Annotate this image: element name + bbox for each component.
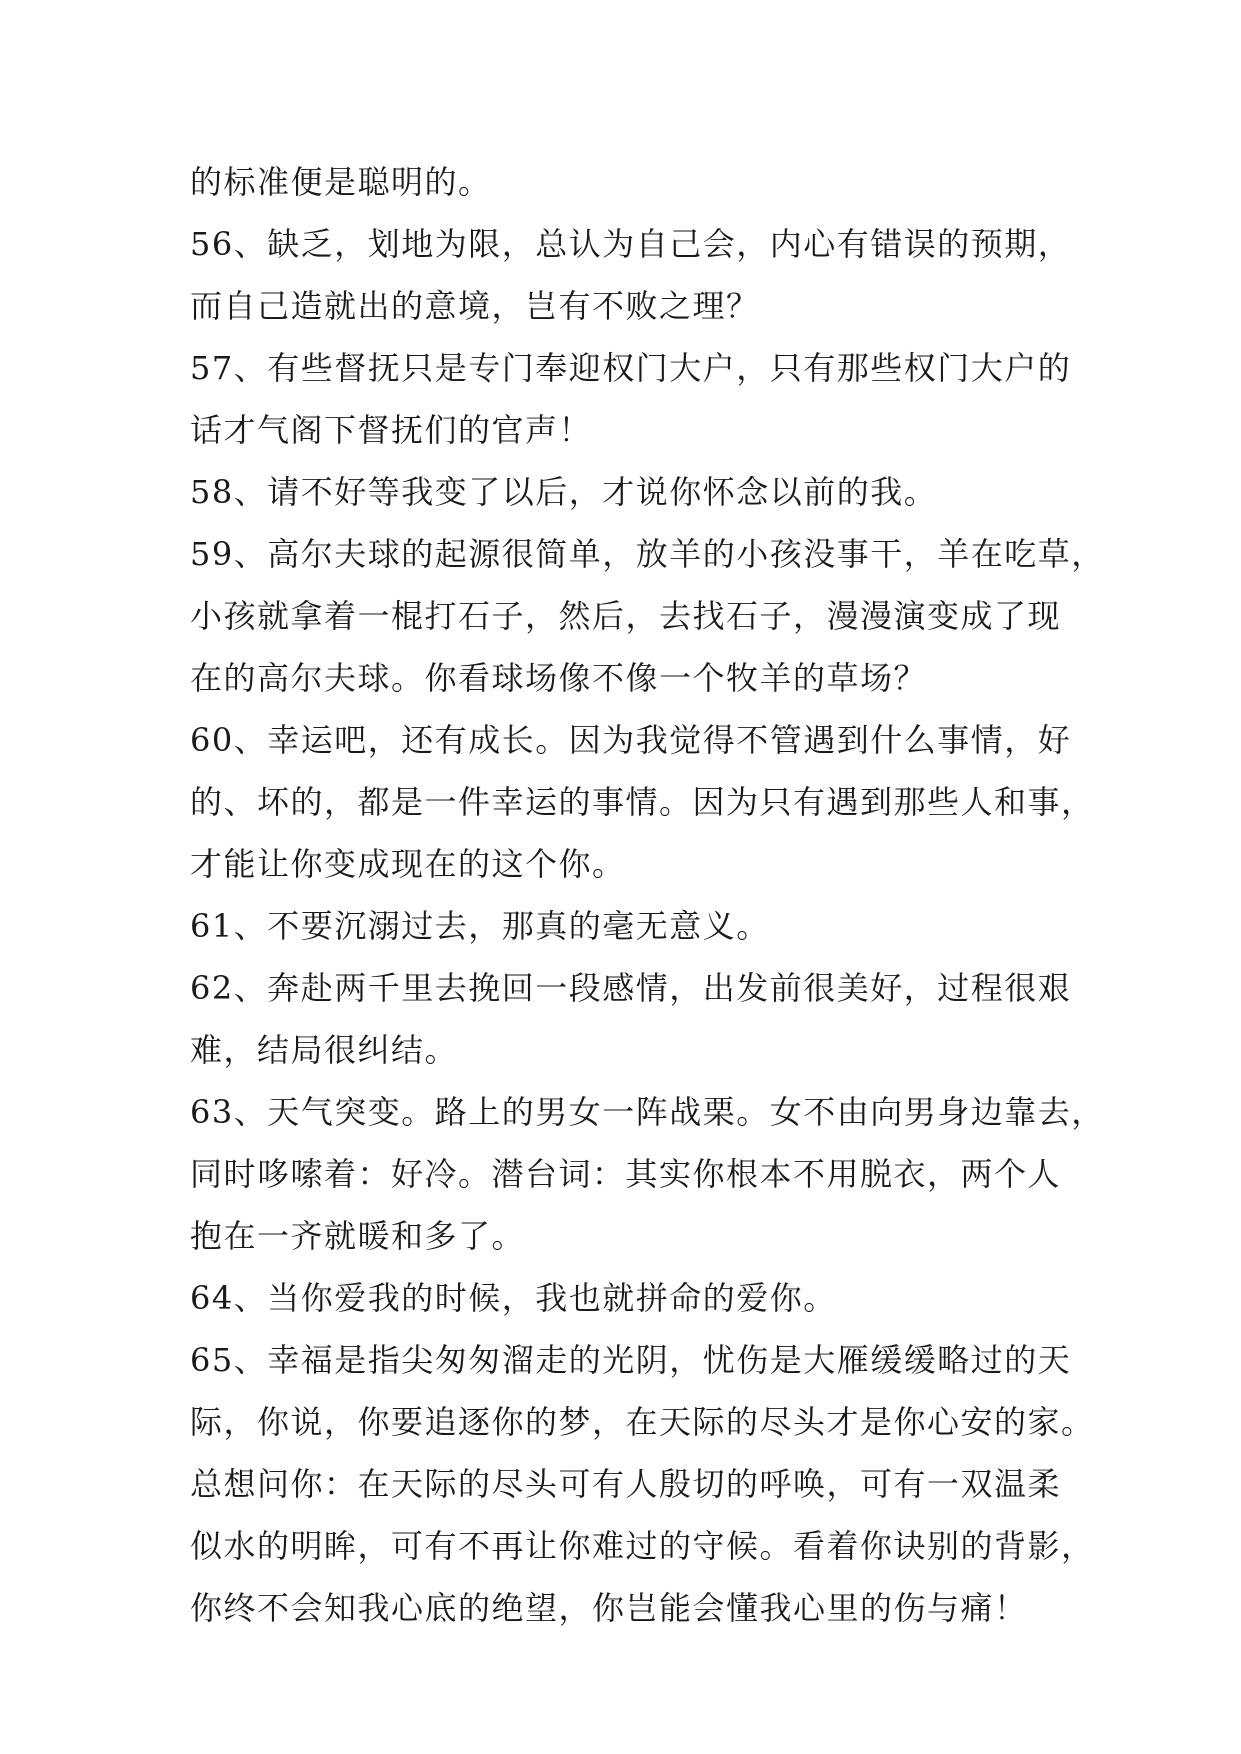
document-body	[190, 151, 1105, 1639]
text-line: 似水的明眸，可有不再让你难过的守候。看着你诀别的背影，	[190, 1527, 1095, 1565]
text-line: 总想问你：在天际的尽头可有人殷切的呼唤，可有一双温柔	[190, 1465, 1062, 1503]
text-line: 小孩就拿着一棍打石子，然后，去找石子，漫漫演变成了现	[190, 597, 1062, 635]
text-line: 57、有些督抚只是专门奉迎权门大户，只有那些权门大户的	[190, 349, 1072, 387]
text-line: 的、坏的，都是一件幸运的事情。因为只有遇到那些人和事，	[190, 783, 1095, 821]
text-line: 60、幸运吧，还有成长。因为我觉得不管遇到什么事情，好	[190, 721, 1072, 759]
text-line: 话才气阁下督抚们的官声！	[190, 411, 593, 449]
text-line: 61、不要沉溺过去，那真的毫无意义。	[190, 907, 770, 945]
text-line: 际，你说，你要追逐你的梦，在天际的尽头才是你心安的家。	[190, 1403, 1095, 1441]
text-line: 56、缺乏，划地为限，总认为自己会，内心有错误的预期，	[190, 225, 1072, 263]
text-line: 抱在一齐就暖和多了。	[190, 1217, 526, 1255]
text-line: 在的高尔夫球。你看球场像不像一个牧羊的草场？	[190, 659, 928, 697]
text-line: 64、当你爱我的时候，我也就拼命的爱你。	[190, 1279, 837, 1317]
text-line: 58、请不好等我变了以后，才说你怀念以前的我。	[190, 473, 938, 511]
text-line: 难，结局很纠结。	[190, 1031, 459, 1069]
text-line: 59、高尔夫球的起源很简单，放羊的小孩没事干，羊在吃草，	[190, 535, 1105, 573]
text-line: 而自己造就出的意境，岂有不败之理？	[190, 287, 760, 325]
text-line: 62、奔赴两千里去挽回一段感情，出发前很美好，过程很艰	[190, 969, 1072, 1007]
text-line: 才能让你变成现在的这个你。	[190, 845, 626, 883]
text-line: 65、幸福是指尖匆匆溜走的光阴，忧伤是大雁缓缓略过的天	[190, 1341, 1072, 1379]
text-line: 同时哆嗦着：好冷。潜台词：其实你根本不用脱衣，两个人	[190, 1155, 1062, 1193]
text-line: 63、天气突变。路上的男女一阵战栗。女不由向男身边靠去，	[190, 1093, 1105, 1131]
text-line: 的标准便是聪明的。	[190, 163, 492, 201]
text-line: 你终不会知我心底的绝望，你岂能会懂我心里的伤与痛！	[190, 1589, 1028, 1627]
